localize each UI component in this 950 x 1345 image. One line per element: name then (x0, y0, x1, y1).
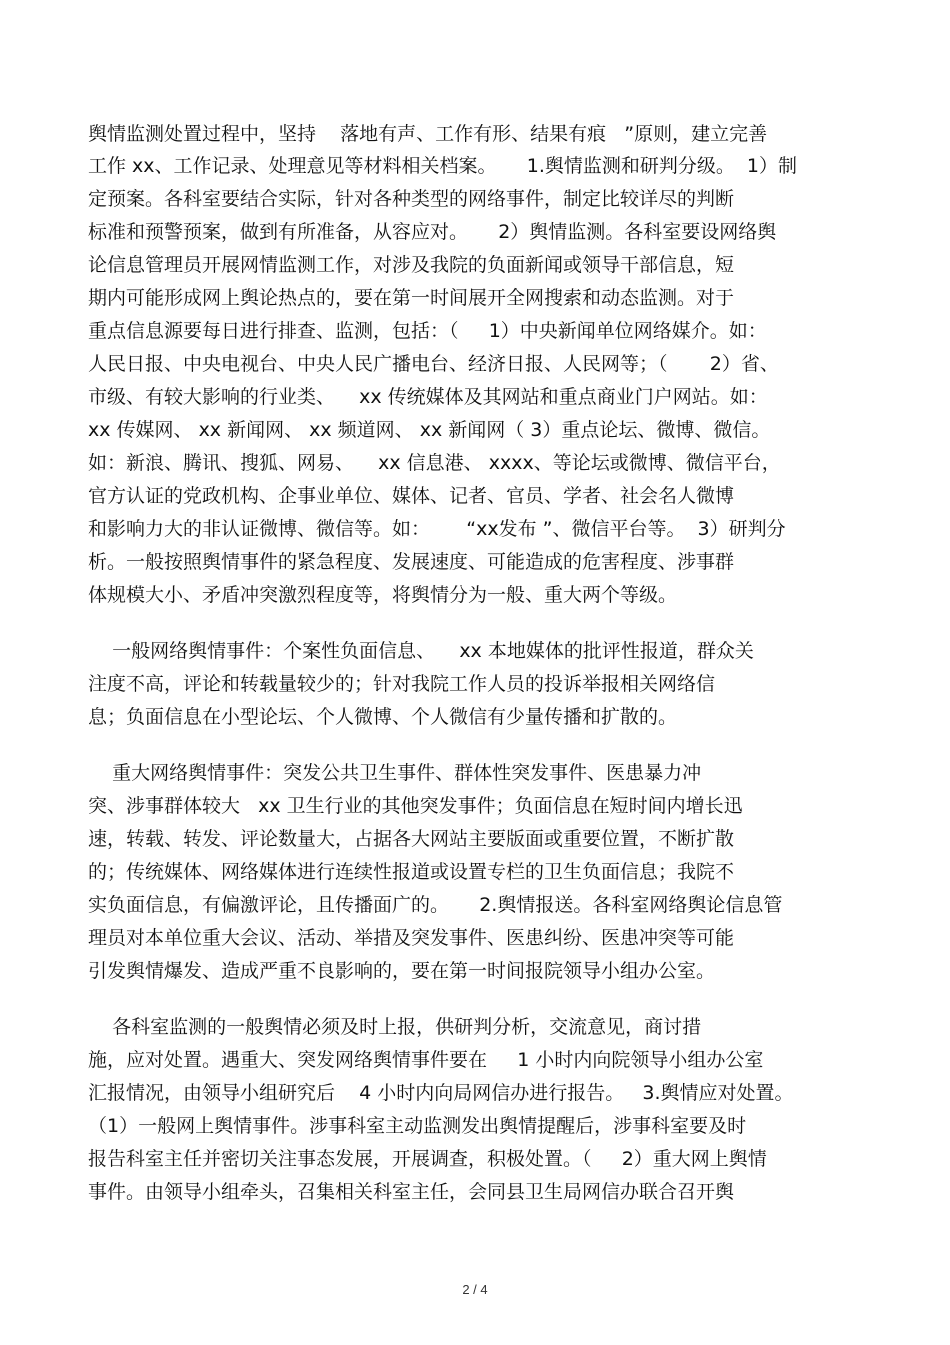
text-line: 报告科室主任并密切关注事态发展，开展调查，积极处置。（ 2）重大网上舆情 (88, 1148, 767, 1170)
text-line: 重大网络舆情事件：突发公共卫生事件、群体性突发事件、医患暴力冲 (88, 762, 702, 784)
text-line: 人民日报、中央电视台、中央人民广播电台、经济日报、人民网等；（ 2）省、 (88, 353, 779, 375)
text-line: 定预案。各科室要结合实际，针对各种类型的网络事件，制定比较详尽的判断 (88, 188, 735, 210)
text-line: 理员对本单位重大会议、活动、举措及突发事件、医患纠纷、医患冲突等可能 (88, 927, 735, 949)
text-line: xx 传媒网、 xx 新闻网、 xx 频道网、 xx 新闻网（ 3）重点论坛、微博、微信。 (88, 419, 771, 441)
text-line: 如：新浪、腾讯、搜狐、网易、 xx 信息港、 xxxx、等论坛或微博、微信平台， (88, 452, 781, 474)
text-line: 实负面信息，有偏激评论，且传播面广的。 2.舆情报送。各科室网络舆论信息管 (88, 894, 783, 916)
text-line: 析。一般按照舆情事件的紧急程度、发展速度、可能造成的危害程度、涉事群 (88, 551, 735, 573)
text-line: 突、涉事群体较大 xx 卫生行业的其他突发事件；负面信息在短时间内增长迅 (88, 795, 743, 817)
text-line: 和影响力大的非认证微博、微信等。如： “xx发布 ”、微信平台等。 3）研判分 (88, 518, 786, 540)
text-line: （1）一般网上舆情事件。涉事科室主动监测发出舆情提醒后，涉事科室要及时 (88, 1115, 747, 1137)
page-number: 2 / 4 (462, 1282, 488, 1297)
text-line: 舆情监测处置过程中，坚持 落地有声、工作有形、结果有痕 ”原则，建立完善 (88, 123, 768, 145)
text-line: 息；负面信息在小型论坛、个人微博、个人微信有少量传播和扩散的。 (88, 706, 678, 728)
text-line: 事件。由领导小组牵头，召集相关科室主任，会同县卫生局网信办联合召开舆 (88, 1181, 735, 1203)
text-line: 一般网络舆情事件：个案性负面信息、 xx 本地媒体的批评性报道，群众关 (88, 640, 754, 662)
text-line: 标准和预警预案，做到有所准备，从容应对。 2）舆情监测。各科室要设网络舆 (88, 221, 777, 243)
text-line: 各科室监测的一般舆情必须及时上报，供研判分析，交流意见，商讨措 (88, 1016, 702, 1038)
text-line: 论信息管理员开展网情监测工作，对涉及我院的负面新闻或领导干部信息，短 (88, 254, 735, 276)
text-line: 市级、有较大影响的行业类、 xx 传统媒体及其网站和重点商业门户网站。如： (88, 386, 768, 408)
text-line: 体规模大小、矛盾冲突激烈程度等，将舆情分为一般、重大两个等级。 (88, 584, 678, 606)
text-line: 工作 xx、工作记录、处理意见等材料相关档案。 1.舆情监测和研判分级。 1）制 (88, 155, 798, 177)
text-line: 注度不高，评论和转载量较少的；针对我院工作人员的投诉举报相关网络信 (88, 673, 716, 695)
text-line: 速，转载、转发、评论数量大，占据各大网站主要版面或重要位置，不断扩散 (88, 828, 735, 850)
text-line: 的；传统媒体、网络媒体进行连续性报道或设置专栏的卫生负面信息；我院不 (88, 861, 735, 883)
text-line: 重点信息源要每日进行排查、监测，包括：（ 1）中央新闻单位网络媒介。如： (88, 320, 767, 342)
text-line: 官方认证的党政机构、企事业单位、媒体、记者、官员、学者、社会名人微博 (88, 485, 735, 507)
text-line: 期内可能形成网上舆论热点的，要在第一时间展开全网搜索和动态监测。对于 (88, 287, 735, 309)
text-line: 汇报情况，由领导小组研究后 4 小时内向局网信办进行报告。 3.舆情应对处置。 (88, 1082, 794, 1104)
text-line: 施，应对处置。遇重大、突发网络舆情事件要在 1 小时内向院领导小组办公室 (88, 1049, 764, 1071)
text-line: 引发舆情爆发、造成严重不良影响的，要在第一时间报院领导小组办公室。 (88, 960, 716, 982)
